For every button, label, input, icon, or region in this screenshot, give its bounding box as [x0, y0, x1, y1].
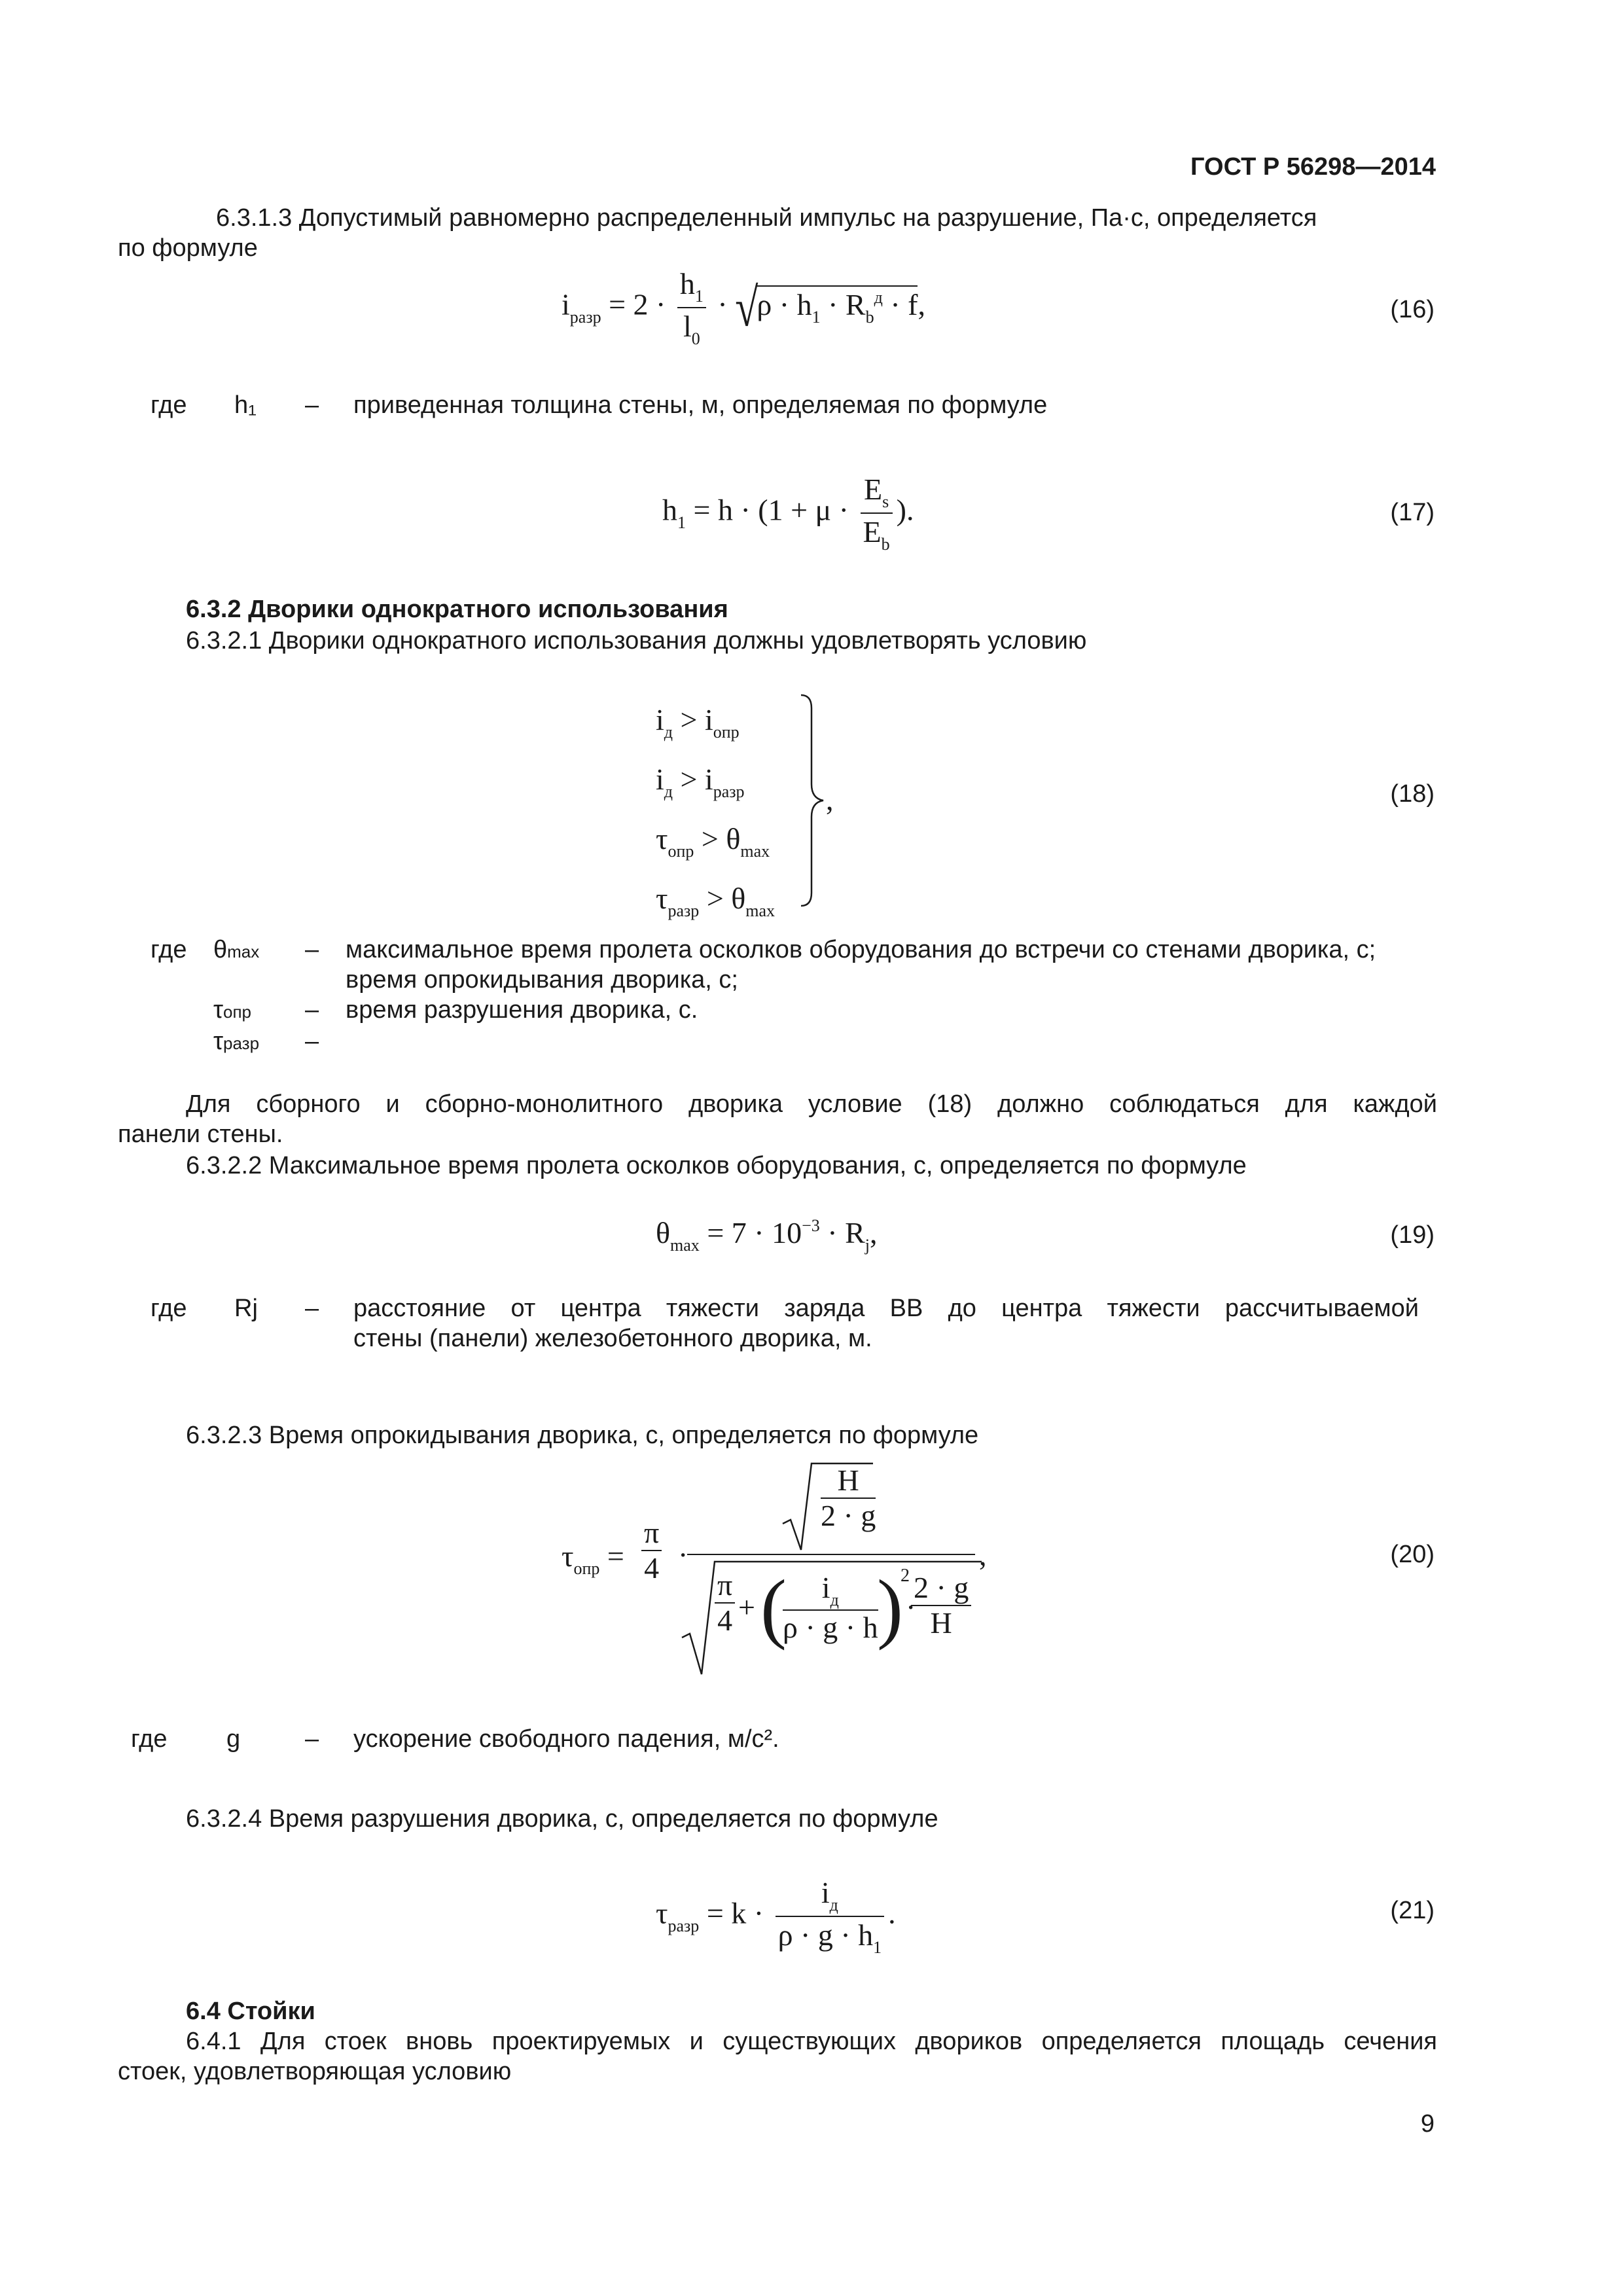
formula-18-comma: , — [826, 783, 834, 816]
section-heading-632: 6.3.2 Дворики однократного использования — [186, 596, 728, 623]
formula-20-dot: · — [678, 1538, 688, 1571]
paragraph-6313-line1: 6.3.1.3 Допустимый равномерно распределенный импульс на разрушение, Па·с, определяется — [216, 204, 1317, 232]
where-definition-rj-line2: стены (панели) железобетонного дворика, м. — [353, 1325, 872, 1352]
paragraph-6323: 6.3.2.3 Время опрокидывания дворика, с, определяется по формуле — [186, 1422, 979, 1449]
formula-20-main-bar — [687, 1554, 975, 1555]
where-label: где — [151, 391, 187, 419]
formula-20-lhs: $\tau_{опр}$ = — [562, 1539, 624, 1578]
equation-number-18: (18) — [1390, 780, 1435, 808]
where-symbol-g: g — [226, 1725, 241, 1753]
where-dash: – — [305, 996, 319, 1024]
formula-20-pi-over-4: π 4 — [641, 1516, 662, 1585]
formula-20-den-frac2: 2 · g H — [911, 1571, 971, 1640]
where-definition-rj-line1: расстояние от центра тяжести заряда ВВ до центра тяжести рассчитываемой — [353, 1295, 1419, 1322]
formula-20-square: 2 — [901, 1566, 910, 1586]
where-dash: – — [305, 1725, 319, 1753]
formula-16: $i_{разр} = 2$ · $\frac{h_1}{l_0}$ · $√\rho \cdot h_1 \cdot R_b^д \cdot f$, — [562, 267, 925, 348]
paragraph-note-line2: панели стены. — [118, 1121, 283, 1148]
where-label-20: где — [131, 1725, 168, 1753]
formula-20-comma: , — [979, 1538, 987, 1571]
equation-number-20: (20) — [1390, 1541, 1435, 1568]
page-number: 9 — [1420, 2110, 1435, 2138]
formula-18: $i_д > i_{опр}$ $i_д > i_{разр}$ $\tau_{опр} > \theta_{max}$ $\tau_{разр} > \theta_{max}$ — [656, 703, 776, 920]
equation-number-21: (21) — [1390, 1897, 1435, 1924]
formula-19: $\theta_{max} = 7 \cdot 10^{-3} \cdot R_j$, — [656, 1216, 878, 1255]
where-symbol-tau-opr: τопр — [213, 996, 252, 1024]
where-dash: – — [305, 391, 319, 419]
where-definition-tau-razr: время разрушения дворика, с. — [346, 996, 698, 1024]
where-symbol-h1: h₁ — [234, 391, 257, 419]
formula-21: $\tau_{разр} = k$ · $\frac{i_д}{\rho \cdot g \cdot h_1}$ . — [656, 1876, 896, 1957]
paren-right: ) — [877, 1564, 903, 1651]
where-definition-h1: приведенная толщина стены, м, определяемая по формуле — [353, 391, 1048, 419]
paragraph-6322: 6.3.2.2 Максимальное время пролета осколков оборудования, с, определяется по формуле — [186, 1152, 1247, 1179]
formula-20-plus: + — [738, 1590, 755, 1624]
where-definition-tau-opr: время опрокидывания дворика, с; — [346, 966, 738, 994]
where-label-18: где — [151, 936, 187, 963]
where-symbol-theta-max: θmax — [213, 936, 260, 963]
paragraph-note-line1: Для сборного и сборно-монолитного дворика условие (18) должно соблюдаться для каждой — [186, 1090, 1437, 1118]
paren-left: ( — [760, 1564, 787, 1651]
formula-20-den-frac: $i_д$ ρ · g · h — [783, 1571, 878, 1644]
formula-20-numerator: H 2 · g — [821, 1463, 876, 1532]
brace-right — [797, 692, 830, 908]
paragraph-641-line1: 6.4.1 Для стоек вновь проектируемых и существующих двориков определяется площадь сечения — [186, 2028, 1437, 2055]
document-id: ГОСТ Р 56298—2014 — [1190, 153, 1436, 181]
where-symbol-rj: Rj — [234, 1295, 258, 1322]
formula-20-den-pi4: π 4 — [715, 1568, 735, 1638]
paragraph-6321: 6.3.2.1 Дворики однократного использования должны удовлетворять условию — [186, 627, 1087, 655]
where-definition-theta-max: максимальное время пролета осколков оборудования до встречи со стенами дворика, с; — [346, 936, 1376, 963]
where-dash: – — [305, 1028, 319, 1055]
where-dash: – — [305, 936, 319, 963]
equation-number-19: (19) — [1390, 1221, 1435, 1249]
formula-20-dot2: · — [906, 1590, 916, 1624]
where-definition-g: ускорение свободного падения, м/с². — [353, 1725, 779, 1753]
where-symbol-tau-razr: τразр — [213, 1028, 260, 1055]
paragraph-641-line2: стоек, удовлетворяющая условию — [118, 2058, 512, 2085]
where-label-19: где — [151, 1295, 187, 1322]
section-heading-64: 6.4 Стойки — [186, 1998, 315, 2025]
equation-number-16: (16) — [1390, 296, 1435, 323]
paragraph-6313-line2: по формуле — [118, 234, 258, 262]
equation-number-17: (17) — [1390, 499, 1435, 526]
paragraph-6324: 6.3.2.4 Время разрушения дворика, с, определяется по формуле — [186, 1805, 938, 1833]
where-dash: – — [305, 1295, 319, 1322]
formula-17: $h_1 = h \cdot (1 + \mu$ · $\frac{E_s}{E_b}$ ). — [662, 473, 914, 554]
